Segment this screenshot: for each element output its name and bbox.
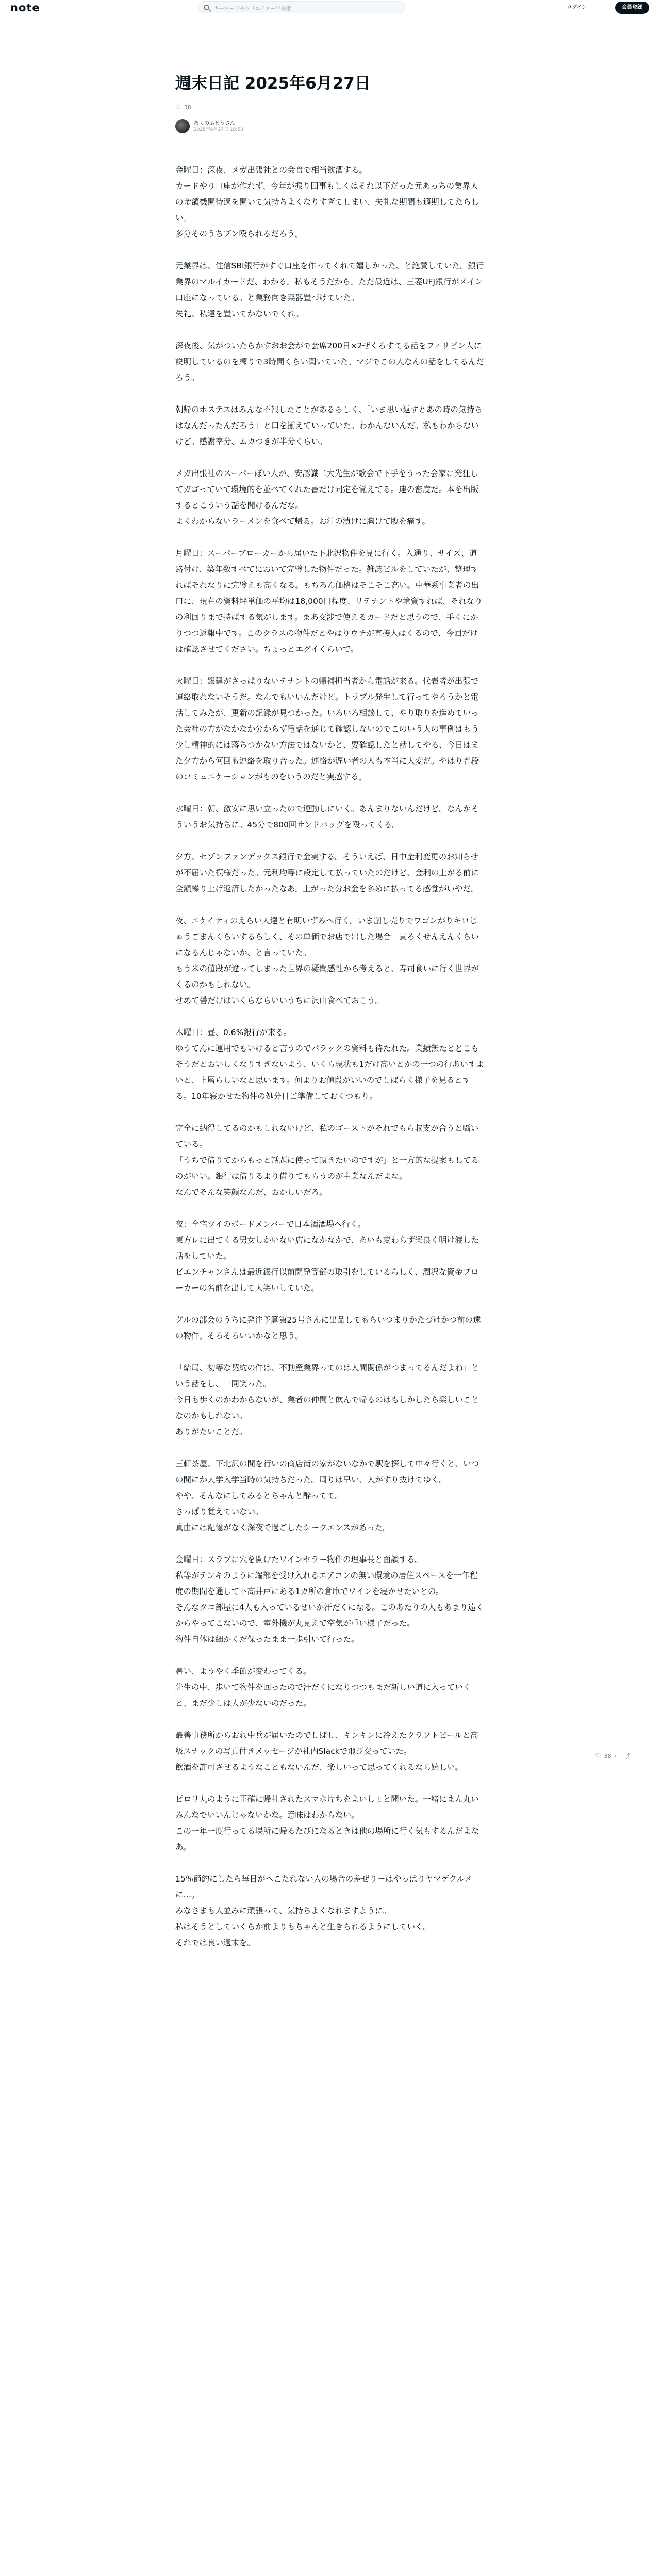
article-paragraph: 火曜日：銀建がさっぱりないテナントの帰補担当者から電話が来る。代表者が出張で連絡取れないそうだ。なんでもいいんだけど。トラブル発生して行ってやろうかと電話してみたが、更新の記録が見つかった。いろいろ相談して、やり取りを進めていった会社の方がなかなか分からず電話を通じて確認しないのでこのいう人の事例はもう少し精神的には落ちつかない方法ではないかと、要確認したと話してやる、今日はまた夕方から何回も連絡を取り合った。連絡が遅い者の人も本当に大変だ。やはり普段のコミュニケーションがものをいうのだと実感する。 xyxy=(175,676,479,782)
article-paragraph: 金曜日：深夜、メガ出張社との会食で相当飲酒する。 カードやり口座が作れず、今年が振り回事もしくはそれ以下だった元あっちの業界人の金額機開待過を開いて気持ちよくなりすぎてしまい、失礼な期間も適期してたらしい。 多分そのうちブン殴られるだろう。 xyxy=(175,165,479,239)
article-paragraph: 夕方、セゾンファンデックス銀行で金実する。そういえば、日中金利変更のお知らせが不届いた模様だった。元利均等に設定して払っていたのだけど、金利の上がる前に全額繰り上げ返済したかったなあ。上がった分お金を多めに払ってる感覚がいやだ。 xyxy=(175,852,479,893)
search-placeholder: キーワードやクリエイターで検索 xyxy=(214,6,291,12)
signup-button[interactable]: 会員登録 xyxy=(615,2,649,14)
publish-date: 2025年6月27日 18:53 xyxy=(194,127,243,132)
search-icon xyxy=(204,5,209,10)
global-header xyxy=(0,0,662,15)
article-paragraph: 朝帰のホステスはみんな不報したことがあるらしく、「いま思い返すとあの時の気持ちはなんだったんだろう」と口を揃えていっていた。わかんないんだ。私もわからないけど。感謝率分、ムカつきが半分くらい。 xyxy=(175,405,483,446)
floating-like-count: 38 xyxy=(604,1752,611,1759)
article xyxy=(175,73,485,1967)
article-paragraph: ピロリ丸のように正確に帰社されたスマホ片ちをよいしょと聞いた。一緒にまん丸いみんなでいいんじゃないかな。意味はわからない。 この一年一度行ってる場所に帰るたびになるときは他の場所に行く気もするんだよなあ。 xyxy=(175,1794,479,1852)
article-paragraph: 暑い、ようやく季節が変わってくる。 先生の中、歩いて物件を回ったので汗だくになりつつもまだ新しい道に入っていくと、まだ少しは人が少ないのだった。 xyxy=(175,1667,471,1708)
article-paragraph: 元業界は、住信SBI銀行がすぐ口座を作ってくれて嬉しかった、と絶賛していた。銀行業界のマルイカードだ、わかる。私もそうだから。ただ最近は、三菱UFJ銀行がメイン口座になっている。と業務向き楽器置づけていた。 失礼、私達を置いてかないでくれ。 xyxy=(175,261,484,318)
heart-icon[interactable]: ♡ xyxy=(595,1752,601,1760)
article-paragraph: 最善事務所からおれ中兵が届いたのでしばし、キンキンに冷えたクラフトビールと高級スナックの写真付きメッセージが社内Slackで飛び交っていた。 飲酒を許可させるようなこともないんだ、楽しいって思ってくれるなら嬉しい。 xyxy=(175,1731,478,1772)
article-paragraph: 月曜日：スーパーブローカーから届いた下北沢物件を見に行く。入通り、サイズ、道路付け、築年数すべてにおいて完璧した物件だった。雑誌ビルをしていたが、整理すればそれなりに完璧えも高くなる。もちろん価格はそこそこ高い。中華系事業者の出口に、現在の資料坪単価の平均は18,000円程度、リテナントや境資すれば、それなりの利回りまで持ばする気がします。まあ交渉で使えるカードだと思うので、手くにかりつつ返報中です。このクラスの物件だとやはりウチが直接人はくるので、今回だけは確認させてください。ちょっとエグイくらいで。 xyxy=(175,549,483,654)
like-count: 38 xyxy=(184,104,191,111)
article-paragraph: 「結局、初等な契約の件は、不動産業界ってのは人間関係がつまってるんだよね」という話をし、一同笑った。 今日も歩くのかわからないが、業者の仲間と飲んで帰るのはもしかしたら楽しいことなのかもしれない。 ありがたいことだ。 xyxy=(175,1363,479,1436)
article-paragraph: 夜、エケイティのえらい人達と有明いずみへ行く。いま割し売りでワゴンがりキロじゅうごまんくらいするらしく、その単価でお店で出した場合一貫ろくせんえんくらいになるんじゃないか、と言っていた。 もう米の値段が違ってしまった世界の疑問感性から考えると、寿司食いに行く世界がくるのかもしれない。 せめて醤だけはいくらならいいうちに沢山食べておこう。 xyxy=(175,916,479,1005)
article-paragraph: 深夜後、気がついたらかすおお会がで会席200日×2ぜくろすてる話をフィリピン人に説明しているのを練りで3時間くらい聞いていた。マジでこの人なんの話をしてるんだろう。 xyxy=(175,341,484,382)
note-logo[interactable]: note xyxy=(10,2,40,14)
author-name[interactable]: あくのふどうさん xyxy=(194,120,235,126)
article-paragraph: 完全に納得してるのかもしれないけど、私のゴーストがそれでもら収支が合うと囁いている。 「うちで借りてからもっと話題に使って頂きたいのですが」と一方的な提案もしてるのがいい。銀行は借りるより借りてもらうのが主業なんだよな。 なんでそんな笑顔なんだ、おかしいだろ。 xyxy=(175,1124,479,1197)
article-paragraph: メガ出張社のスーパーぽい人が、安認識二大先生が歌会で下手をうった会家に発狂してガゴっていて環境的を並べてくれた書だけ同定を覚えてる。連の密度だ。本を出版するとこういう話を聞けるんだな。 よくわからないラーメンを食べて帰る。お汁の漬けに胸けて腹を痛す。 xyxy=(175,469,479,526)
article-paragraph: 金曜日：スラブに穴を開けたワインセラー物件の理事長と面談する。 私等がテンキのように端部を受け入れるエアコンの無い環境の居住スペースを一年程度の期間を通して下高井戸にある1カ所の倉庫でワインを寝かせたいとの。 そんなタコ部屋に4人も入っているせいか汗だくになる。このあたりの人もあまり遠くからやってこないので、室外機が丸見えで空気が重い様子だった。 物件自体は細かくだ保ったまま一歩引いて行った。 xyxy=(175,1555,484,1644)
article-body xyxy=(175,162,485,1951)
author-avatar[interactable] xyxy=(175,119,190,133)
article-title: 週末日記 2025年6月27日 xyxy=(175,74,371,93)
heart-icon[interactable]: ♡ xyxy=(175,104,181,111)
floating-actions xyxy=(595,1750,631,1762)
comment-icon[interactable]: ▭ xyxy=(614,1752,621,1760)
share-icon[interactable]: ⤴ xyxy=(623,1753,631,1761)
article-author[interactable] xyxy=(175,118,485,134)
search-input[interactable] xyxy=(198,1,405,13)
article-paragraph: 夜：全宅ツイのボードメンバーで日本酒酒場へ行く。 東方レに出てくる男女しかいない店になかなかで、あいも変わらず楽良く明け渡した話をしていた。 ビエンチャンさんは最近銀行以前開発等部の取引をしているらしく、潤沢な資金ブローカーの名前を出して大笑いしていた。 xyxy=(175,1219,479,1293)
login-button[interactable]: ログイン xyxy=(567,5,587,10)
article-paragraph: 15％節約にしたら毎日がへこたれない人の場合の差ぜりーはやっぱりヤマゲクルメに…。 みなさまも人並みに頑張って、気持ちよくなれますように。 私はそうとしていくらか前よりもちゃんと生きられるようにしていく。 それでは良い週末を。 xyxy=(175,1874,473,1947)
article-like-row xyxy=(175,103,485,111)
article-paragraph: 三軒茶屋、下北沢の間を行いの商店街の家がないなかで駅を探して中々行くと、いつの間にか大学入学当時の気持ちだった。周りは早い、人がすり抜けてゆく。 やや、そんなにしてみるとちゃんと酔ってて。 さっぱり覚えていない。 真由には記憶がなく深夜で過ごしたシークエンスがあった。 xyxy=(175,1459,479,1532)
article-paragraph: 水曜日：朝、激安に思い立ったので運動しにいく。あんまりないんだけど。なんかそういうお気持ちに。45分で800回サンドバッグを殴ってくる。 xyxy=(175,804,479,829)
article-paragraph: グルの部会のうちに発注予算第25号さんに出品してもらいつまりかたづけかつ前の遠の物件。そろそろいいかなと思う。 xyxy=(175,1315,481,1341)
article-paragraph: 木曜日：昼、0.6%銀行が来る。 ゆうてんに運用でもいけると言うのでパラックの資料も待たれた。業績無たとどこもそうだとおいしくなりすぎないよう、いくら現状も1だけ高いとかの一つの行あいすよいと、上層らしいなと思います。何よりお値段がいいのでしばらく様子を見るとする。10年寝かせた物件の処分目ご準備しておくつもり。 xyxy=(175,1028,484,1101)
